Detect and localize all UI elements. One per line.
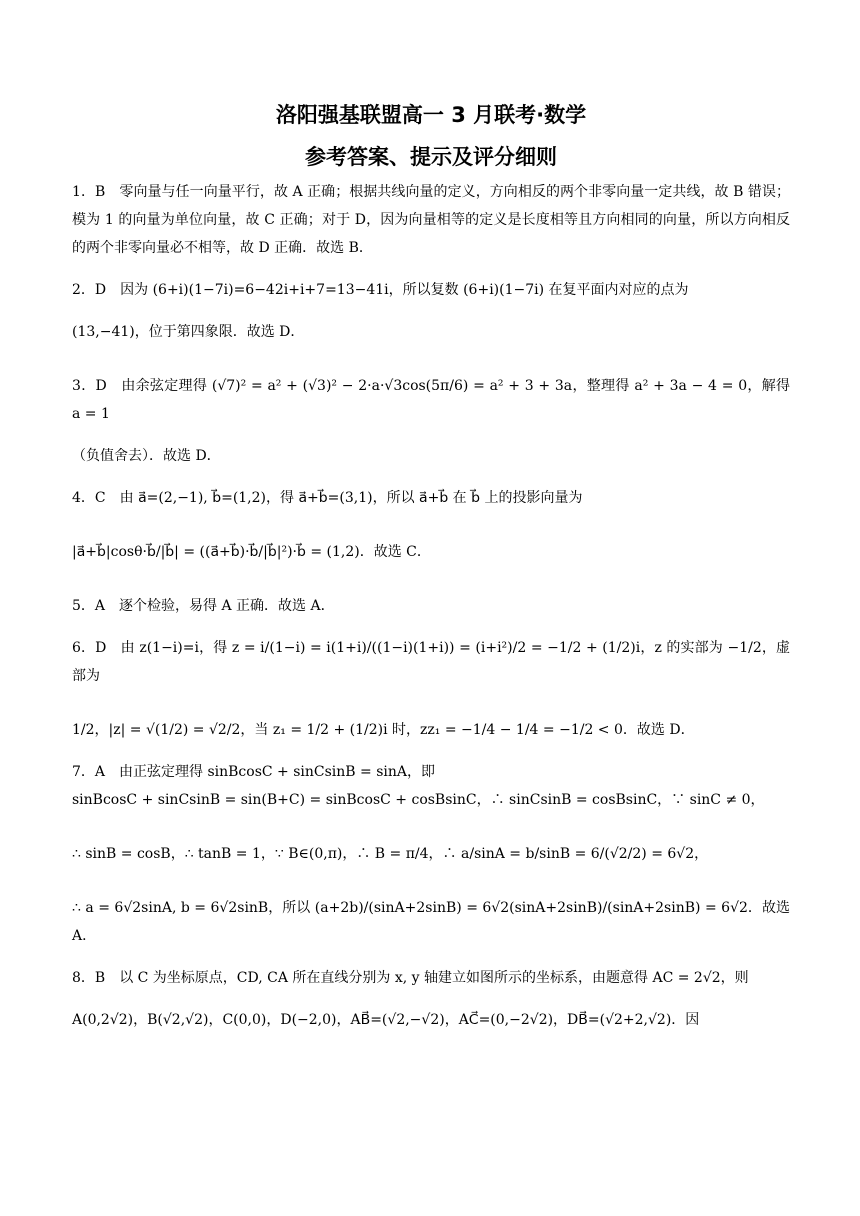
- answer-4-line-1: 4．C 由 a⃗=(2,−1), b⃗=(1,2)，得 a⃗+b⃗=(3,1)，所以 a⃗+b⃗ 在 b⃗ 上的投影向量为: [72, 490, 583, 506]
- answer-5: 5．A 逐个检验，易得 A 正确．故选 A．: [72, 598, 335, 614]
- answer-7-line-3: ∴ sinB = cosB，∴ tanB = 1，∵ B∈(0,π)，∴ B = π/4，∴ a/sinA = b/sinB = 6/(√2/2) = 6√2，: [72, 846, 709, 862]
- answer-6-line-2: 1/2，|z| = √(1/2) = √2/2，当 z₁ = 1/2 + (1/2)i 时，zz₁ = −1/4 − 1/4 = −1/2 < 0．故选 D．: [72, 722, 695, 738]
- answer-2-line-1: 2．D 因为 (6+i)(1−7i)=6−42i+i+7=13−41i，所以复数 (6+i)(1−7i) 在复平面内对应的点为: [72, 282, 689, 298]
- answer-8-line-1: 8．B 以 C 为坐标原点，CD, CA 所在直线分别为 x, y 轴建立如图所示的坐标系，由题意得 AC = 2√2，则: [72, 970, 749, 986]
- answer-2-line-2: (13,−41)，位于第四象限．故选 D．: [72, 324, 305, 340]
- answer-3-line-1: 3．D 由余弦定理得 (√7)² = a² + (√3)² − 2·a·√3cos(5π/6) = a² + 3 + 3a，整理得 a² + 3a − 4 = 0，解得 a = 1: [72, 378, 790, 422]
- page-subtitle: 参考答案、提示及评分细则: [305, 145, 557, 169]
- answer-4-line-2: |a⃗+b⃗|cosθ·b⃗/|b⃗| = ((a⃗+b⃗)·b⃗/|b⃗|²)·b⃗ = (1,2)．故选 C．: [72, 544, 431, 560]
- answer-1: 1．B 零向量与任一向量平行，故 A 正确；根据共线向量的定义，方向相反的两个非零向量一定共线，故 B 错误；模为 1 的向量为单位向量，故 C 正确；对于 D，因为向量相等的定义是长度相等且方向相同的向量，所以方向相反的两个非零向量必不相等，故 D 正确．故选 B．: [72, 184, 790, 256]
- answer-6-line-1: 6．D 由 z(1−i)=i，得 z = i/(1−i) = i(1+i)/((1−i)(1+i)) = (i+i²)/2 = −1/2 + (1/2)i，z 的实部为 −1/2，虚部为: [72, 640, 790, 684]
- page-title: 洛阳强基联盟高一 3 月联考·数学: [275, 103, 587, 127]
- answer-sheet: [72, 100, 790, 1034]
- answer-7-line-1: 7．A 由正弦定理得 sinBcosC + sinCsinB = sinA，即: [72, 764, 436, 780]
- answer-3-line-2: （负值舍去）．故选 D．: [72, 448, 221, 464]
- answer-7-line-2: sinBcosC + sinCsinB = sin(B+C) = sinBcosC + cosBsinC，∴ sinCsinB = cosBsinC，∵ sinC ≠ 0，: [72, 792, 765, 808]
- answer-7-line-4: ∴ a = 6√2sinA, b = 6√2sinB，所以 (a+2b)/(sinA+2sinB) = 6√2(sinA+2sinB)/(sinA+2sinB) = 6√2．故选 A．: [72, 900, 790, 944]
- answer-8-line-2: A(0,2√2)，B(√2,√2)，C(0,0)，D(−2,0)，AB⃗=(√2,−√2)，AC⃗=(0,−2√2)，DB⃗=(√2+2,√2)．因: [72, 1012, 700, 1028]
